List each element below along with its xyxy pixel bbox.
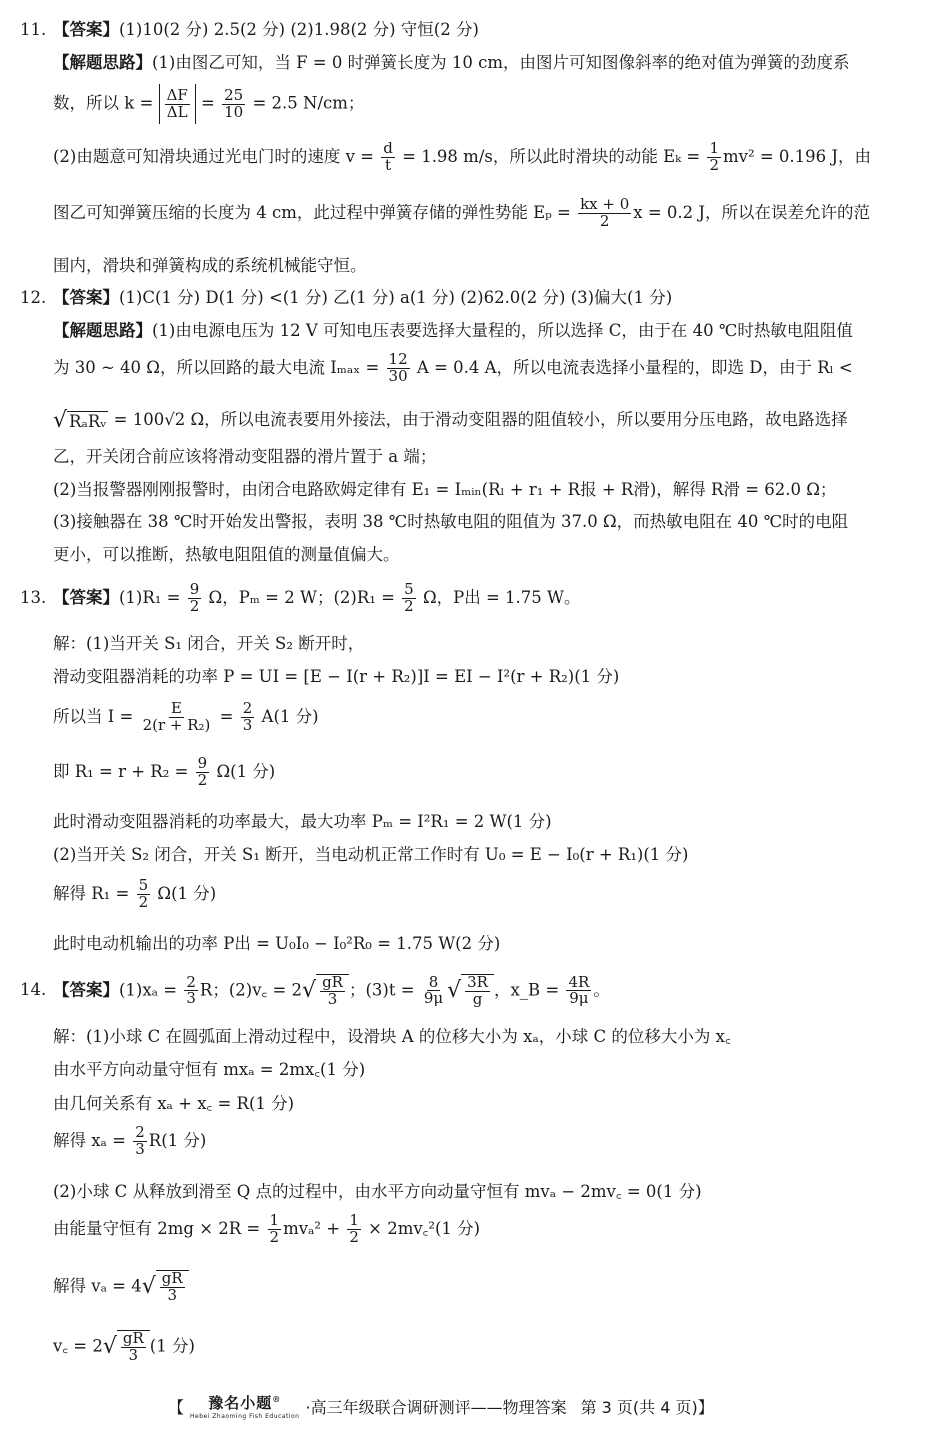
q14-line5: (2)小球 C 从释放到滑至 Q 点的过程中，由水平方向动量守恒有 mvₐ − 2mv꜀ = 0(1 分) [53, 1182, 702, 1201]
q14-a-sqrt2: √ $\frac{3R}{g}$ [447, 974, 494, 1008]
q14-line7 [53, 1270, 189, 1304]
q14-answer-line [20, 974, 610, 1008]
q11-l3-num2: 1 [709, 139, 720, 157]
q12-line6: (3)接触器在 38 ℃时开始发出警报，表明 38 ℃时热敏电阻的阻值为 37.0 Ω，而热敏电阻在 40 ℃时的电阻 [53, 512, 849, 531]
q13-line1: 解：(1)当开关 S₁ 闭合，开关 S₂ 断开时， [53, 634, 365, 653]
q14-l6-pre: 由能量守恒有 2mg × 2R = [53, 1218, 266, 1238]
q11-line4 [53, 197, 870, 230]
q14-l8-sqrt: √ $\frac{gR}{3}$ [103, 1330, 150, 1364]
q13-a-num: 9 [189, 580, 200, 598]
q14-line1: 解：(1)小球 C 在圆弧面上滑动过程中，设滑块 A 的位移大小为 xₐ，小球 C 的位移大小为 x꜀ [53, 1027, 731, 1046]
q12-line2 [53, 352, 853, 385]
q11-line1 [53, 49, 850, 73]
q14-line6 [53, 1213, 480, 1246]
q13-l7-den: 2 [138, 892, 149, 911]
q11-answer-line [20, 16, 479, 40]
q14-a-rad-num: gR [322, 973, 343, 991]
q13-a-post: Ω，P出 = 1.75 W。 [417, 587, 581, 607]
q13-line7 [53, 878, 216, 911]
q14-l7-pre: 解得 vₐ = 4 [53, 1276, 142, 1296]
q12-answer-label: 【答案】 [53, 288, 119, 307]
q11-answer-text: (1)10(2 分) 2.5(2 分) (2)1.98(2 分) 守恒(2 分) [119, 20, 479, 39]
q13-l3-den: 2(r + R₂) [142, 715, 211, 734]
q14-line4 [53, 1125, 206, 1158]
q14-a-num4: 4R [568, 972, 590, 991]
q14-l6-den: 2 [269, 1227, 280, 1246]
q14-l4-num: 2 [135, 1123, 145, 1141]
q11-answer-label: 【答案】 [53, 20, 119, 39]
q11-l3-num: d [383, 139, 393, 157]
q11-l4-num: kx + 0 [580, 195, 630, 213]
q12-l2-num: 12 [388, 350, 408, 368]
q14-l8-rad-den: 3 [128, 1345, 139, 1364]
q12-l3-post: = 100√2 Ω，所以电流表要用外接法，由于滑动变阻器的阻值较小，所以要用分压电路，故电路选择 [108, 410, 848, 429]
q11-l2-pre: 数，所以 k = [53, 93, 159, 113]
q13-a-num2: 5 [404, 580, 414, 598]
q13-l4-post: Ω(1 分) [211, 761, 276, 781]
q12-l2-post: A = 0.4 A，所以电流表选择小量程的，即选 D，由于 Rₗ < [411, 357, 853, 377]
q11-l3-den2: 2 [709, 155, 720, 174]
q12-l1-text: (1)由电源电压为 12 V 可知电压表要选择大量程的，所以选择 C，由于在 40 ℃时热敏电阻阻值 [152, 321, 853, 340]
q12-line1 [53, 317, 853, 341]
q14-a-pre: (1)xₐ = [119, 980, 183, 1000]
q14-number: 14. [20, 980, 47, 1000]
q13-line4 [53, 756, 275, 789]
q12-answer-text: (1)C(1 分) D(1 分) <(1 分) 乙(1 分) a(1 分) (2)62.0(2 分) (3)偏大(1 分) [119, 288, 673, 307]
q11-line2: 数，所以 k = $\frac{\Delta F}{\Delta L}$ = $\frac{25}{10}$ = 2.5 N/cm； [53, 84, 364, 124]
q11-line5: 围内，滑块和弹簧构成的系统机械能守恒。 [53, 256, 367, 275]
q13-answer-line [20, 582, 581, 615]
q13-l7-pre: 解得 R₁ = [53, 883, 135, 903]
q13-a-mid: Ω，Pₘ = 2 W；(2)R₁ = [203, 587, 401, 607]
q14-l4-den: 3 [135, 1139, 145, 1158]
q13-l4-pre: 即 R₁ = r + R₂ = [53, 761, 194, 781]
q13-a-pre: (1)R₁ = [119, 587, 186, 607]
q11-l4-pre: 图乙可知弹簧压缩的长度为 4 cm，此过程中弹簧存储的弹性势能 Eₚ = [53, 202, 577, 222]
q12-line7: 更小，可以推断，热敏电阻阻值的测量值偏大。 [53, 545, 400, 564]
q14-a-num3: 8 [428, 972, 439, 991]
logo-registered-mark: ® [272, 1394, 282, 1404]
q13-l4-den: 2 [197, 770, 208, 789]
q12-line4: 乙，开关闭合前应该将滑动变阻器的滑片置于 a 端； [53, 447, 437, 466]
q14-l4-pre: 解得 xₐ = [53, 1130, 132, 1150]
q14-a-mid3: ，x_B = [493, 980, 565, 1000]
q14-l6-num: 1 [269, 1211, 280, 1229]
q13-l7-num: 5 [138, 876, 149, 894]
q11-l2-fnum: 25 [224, 85, 244, 104]
q14-l7-rad-num: gR [161, 1269, 183, 1287]
q14-a-den3: 9μ [423, 989, 444, 1008]
q13-l3-pre: 所以当 I = [53, 706, 139, 726]
q13-line2: 滑动变阻器消耗的功率 P = UI = [E − I(r + R₂)]I = EI − I²(r + R₂)(1 分) [53, 667, 620, 686]
q13-l3-num: E [171, 699, 182, 717]
q12-sqrt: √ RₐRᵥ [53, 407, 107, 433]
q14-line2: 由水平方向动量守恒有 mxₐ = 2mx꜀(1 分) [53, 1060, 366, 1079]
q12-answer-line [20, 284, 672, 308]
q11-idea-label: 【解题思路】 [53, 53, 152, 72]
q14-a-mid2: ；(3)t = [348, 980, 420, 1000]
q14-l6-mid: mvₐ² + [283, 1218, 346, 1238]
q13-l4-num: 9 [197, 754, 208, 772]
q11-l3-pre: (2)由题意可知滑块通过光电门时的速度 v = [53, 146, 380, 166]
q14-l8-post: (1 分) [149, 1336, 195, 1356]
page-footer [168, 1392, 714, 1420]
logo-sub-text: Hebei Zhaoming Fish Education [190, 1413, 300, 1420]
q11-l2-num: ΔF [166, 85, 188, 104]
logo-main-text: 豫名小题 [208, 1394, 273, 1412]
q14-l6-post: × 2mv꜀²(1 分) [362, 1218, 481, 1238]
q11-line3 [53, 141, 871, 174]
q13-line5: 此时滑动变阻器消耗的功率最大，最大功率 Pₘ = I²R₁ = 2 W(1 分) [53, 812, 552, 831]
q11-l3-post: mv² = 0.196 J，由 [723, 146, 872, 166]
q14-a-post: 。 [593, 980, 610, 1000]
q13-l3-den2: 3 [242, 715, 253, 734]
q14-l8-pre: v꜀ = 2 [53, 1336, 103, 1356]
q12-l2-den: 30 [388, 366, 408, 385]
q11-l4-post: x = 0.2 J，所以在误差允许的范 [633, 202, 871, 222]
q13-a-den2: 2 [404, 596, 414, 615]
q11-l3-mid: = 1.98 m/s，所以此时滑块的动能 Eₖ = [396, 146, 706, 166]
q14-l7-sqrt: √ $\frac{gR}{3}$ [142, 1270, 189, 1304]
q11-abs [159, 84, 196, 124]
q13-answer-label: 【答案】 [53, 587, 119, 607]
footer-open-bracket: 【 [168, 1397, 185, 1417]
q12-l2-pre: 为 30 ~ 40 Ω，所以回路的最大电流 Iₘₐₓ = [53, 357, 385, 377]
q11-number: 11. [20, 20, 47, 39]
q12-idea-label: 【解题思路】 [53, 321, 152, 340]
q13-l3-num2: 2 [242, 699, 253, 717]
q14-l4-post: R(1 分) [148, 1130, 207, 1150]
brand-logo [190, 1392, 299, 1420]
footer-title: ·高三年级联合调研测评——物理答案 [305, 1397, 567, 1417]
q14-line3: 由几何关系有 xₐ + x꜀ = R(1 分) [53, 1094, 295, 1113]
q13-a-den: 2 [189, 596, 200, 615]
q11-l2-post: = 2.5 N/cm； [247, 93, 365, 113]
q13-l3-post: A(1 分) [256, 706, 319, 726]
q14-a-rad-den: 3 [327, 989, 338, 1008]
q14-l6-den2: 2 [349, 1227, 359, 1246]
q14-a-den: 3 [186, 989, 196, 1008]
q11-l1-text: (1)由图乙可知，当 F = 0 时弹簧长度为 10 cm，由图片可知图像斜率的绝对值为弹簧的劲度系 [152, 53, 850, 72]
q12-line5: (2)当报警器刚刚报警时，由闭合电路欧姆定律有 E₁ = Iₘᵢₙ(Rₗ + r₁ + R报 + R滑)，解得 R滑 = 62.0 Ω； [53, 480, 837, 499]
q14-l7-rad-den: 3 [167, 1285, 177, 1304]
q14-a-rad2-den: g [472, 989, 483, 1008]
q13-number: 13. [20, 587, 47, 607]
q13-l3-mid: = [214, 706, 239, 726]
q13-line8: 此时电动机输出的功率 P出 = U₀I₀ − I₀²R₀ = 1.75 W(2 分) [53, 934, 501, 953]
footer-page-number: 第 3 页(共 4 页) [580, 1397, 698, 1417]
q13-l7-post: Ω(1 分) [152, 883, 217, 903]
q13-line6: (2)当开关 S₂ 闭合，开关 S₁ 断开，当电动机正常工作时有 U₀ = E − I₀(r + R₁)(1 分) [53, 845, 689, 864]
q14-line8 [53, 1330, 195, 1364]
q14-a-rad2-num: 3R [467, 973, 488, 991]
q14-a-mid: R；(2)v꜀ = 2 [199, 980, 303, 1000]
q11-l3-den: t [385, 155, 392, 174]
q12-number: 12. [20, 288, 47, 307]
q11-l4-den: 2 [599, 211, 610, 230]
q11-l2-den: ΔL [166, 102, 188, 121]
q14-answer-label: 【答案】 [53, 980, 119, 1000]
footer-close-bracket: 】 [697, 1397, 714, 1417]
q12-l3-rad: RₐRᵥ [69, 411, 107, 431]
q13-line3 [53, 701, 319, 734]
q14-a-num: 2 [186, 972, 196, 991]
q14-l8-rad-num: gR [122, 1329, 144, 1347]
q14-a-sqrt1: √ $\frac{gR}{3}$ [302, 974, 349, 1008]
q14-a-den4: 9μ [569, 989, 589, 1008]
q12-line3 [53, 406, 848, 432]
q11-l2-fden: 10 [224, 102, 244, 121]
q14-l6-num2: 1 [349, 1211, 359, 1229]
